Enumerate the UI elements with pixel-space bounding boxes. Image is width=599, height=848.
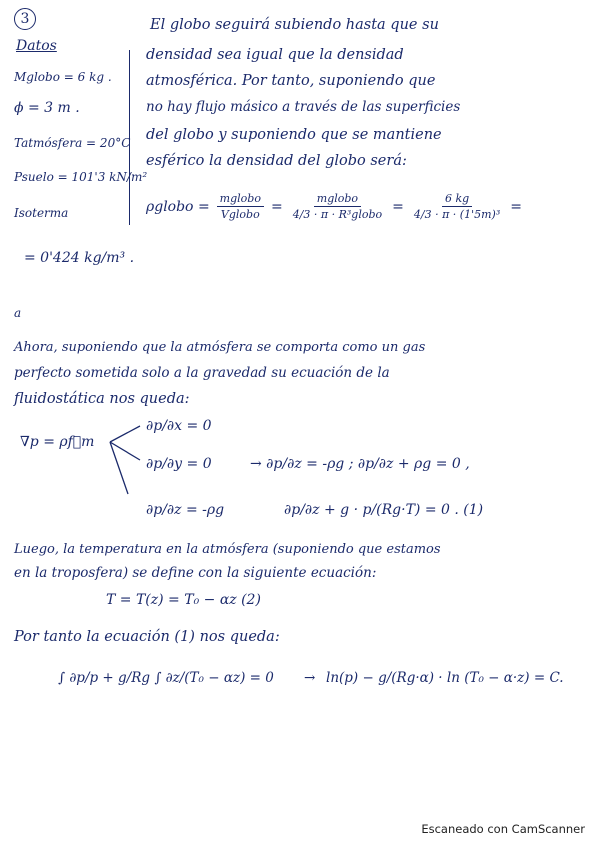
intro-line-4: no hay flujo másico a través de las superficies: [146, 99, 461, 115]
intro-line-6: esférico la densidad del globo será:: [146, 153, 407, 169]
datos-pressure: Psuelo = 101'3 kN/m²: [14, 170, 148, 184]
para2-line-1: Ahora, suponiendo que la atmósfera se comporta como un gas: [14, 340, 426, 355]
final-arrow: →: [304, 670, 316, 686]
density-fraction-3: $\frac{6 kg}{\text{4/3 · π · (1'5m)³}}$: [413, 192, 501, 221]
margin-mark: a: [14, 306, 22, 320]
dp-dy-equation: ∂p/∂y = 0: [146, 456, 212, 472]
arrow-result-equation: → ∂p/∂z = -ρg ; ∂p/∂z + ρg = 0 ,: [250, 456, 470, 472]
density-lhs: ρglobo =: [146, 198, 210, 215]
datos-diameter: ϕ = 3 m .: [14, 100, 80, 116]
branch-arrows: [106, 420, 146, 500]
intro-line-1: El globo seguirá subiendo hasta que su: [150, 17, 439, 33]
intro-line-5: del globo y suponiendo que se mantiene: [146, 127, 442, 143]
density-equation: ρglobo = $\frac{\text{mglobo}}{\text{Vglobo}}$ = $\frac{\text{mglobo}}{\text{4/3 · π · R³globo}}$ = $\frac{6 kg}{\text{4/3 · π · (1'5m)³}}$ =: [146, 192, 522, 221]
problem-number: 3: [14, 8, 36, 30]
datos-isoterma: Isoterma: [14, 206, 69, 220]
para3-line-2: en la troposfera) se define con la siguiente ecuación:: [14, 565, 377, 581]
dp-dz-equation: ∂p/∂z = -ρg: [146, 502, 225, 518]
para4: Por tanto la ecuación (1) nos queda:: [14, 629, 280, 645]
intro-line-3: atmosférica. Por tanto, suponiendo que: [146, 73, 436, 89]
density-fraction-2: $\frac{\text{mglobo}}{\text{4/3 · π · R³globo}}$: [292, 192, 383, 221]
density-result: = 0'424 kg/m³ .: [24, 250, 135, 266]
camscanner-footer: Escaneado con CamScanner: [421, 822, 585, 836]
equation-1: ∂p/∂z + g · p/(Rg·T) = 0 . (1): [284, 502, 484, 518]
dp-dx-equation: ∂p/∂x = 0: [146, 418, 212, 434]
para3-line-1: Luego, la temperatura en la atmósfera (suponiendo que estamos: [14, 542, 441, 557]
final-integral-left: ∫ ∂p/p + g/Rg ∫ ∂z/(T₀ − αz) = 0: [58, 670, 274, 686]
para2-line-2: perfecto sometida solo a la gravedad su ecuación de la: [14, 365, 390, 381]
datos-temperature: Tatmósfera = 20°C: [14, 136, 131, 150]
para2-line-3: fluidostática nos queda:: [14, 391, 190, 407]
density-fraction-1: $\frac{\text{mglobo}}{\text{Vglobo}}$: [217, 192, 264, 221]
intro-line-2: densidad sea igual que la densidad: [146, 47, 404, 63]
datos-divider: [129, 50, 132, 225]
datos-mass: Mglobo = 6 kg .: [14, 70, 112, 84]
gradient-equation: ∇p = ρf⃗m: [20, 434, 95, 450]
final-integral-right: ln(p) − g/(Rg·α) · ln (T₀ − α·z) = C.: [326, 670, 564, 686]
temperature-equation: T = T(z) = T₀ − αz (2): [106, 592, 261, 608]
datos-title: Datos: [16, 38, 57, 54]
